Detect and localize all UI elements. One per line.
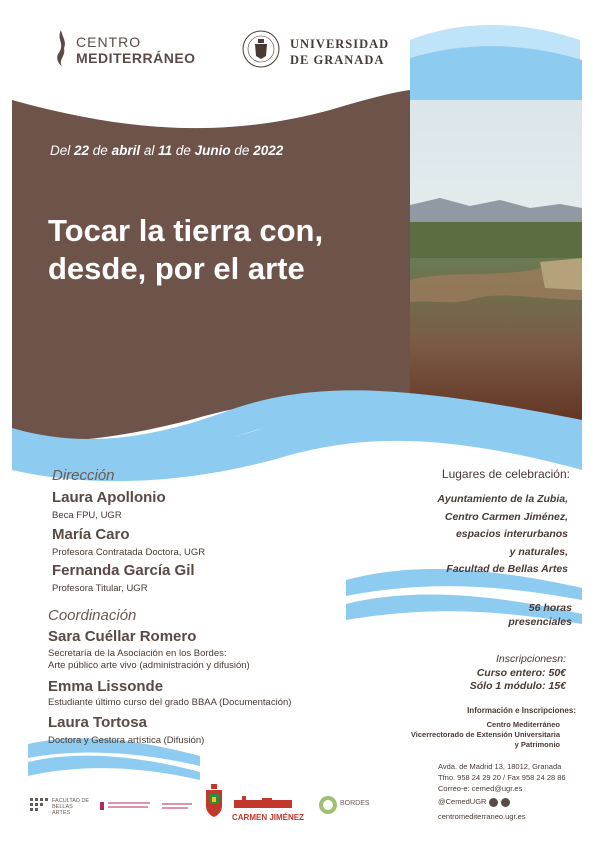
info-heading: Información e Inscripciones:: [467, 706, 576, 715]
zubia-coat-of-arms-icon: [205, 784, 223, 818]
coordinator-name: Laura Tortosa: [48, 714, 147, 731]
ugr-logo: [242, 30, 392, 70]
cm-line1: CENTRO: [76, 34, 142, 50]
bbaa-logo: FACULTAD DE BELLAS ARTES: [30, 798, 92, 816]
director-name: Fernanda García Gil: [52, 562, 195, 579]
ugr-seal-icon: [242, 30, 280, 68]
director-role: Beca FPU, UGR: [52, 510, 122, 521]
date-range: Del 22 de abril al 11 de Junio de 2022: [50, 143, 284, 158]
venue-item: y naturales,: [509, 545, 568, 558]
director-role: Profesora Contratada Doctora, UGR: [52, 547, 206, 558]
landscape-photo: [410, 100, 582, 433]
coordinator-name: Emma Lissonde: [48, 678, 164, 695]
cm-line2: MEDITERRÁNEO: [76, 50, 196, 66]
circle-icon: [318, 795, 338, 815]
venue-item: Centro Carmen Jiménez,: [444, 510, 568, 523]
director-name: Laura Apollonio: [52, 489, 166, 506]
partner-logos: [100, 798, 195, 814]
coordinator-role: Secretaría de la Asociación en los Bordes:: [48, 648, 227, 659]
venues-heading: Lugares de celebración:: [441, 467, 570, 481]
carmen-jimenez-logo: CARMEN JIMÉNEZ: [232, 795, 304, 819]
director-role: Profesora Titular, UGR: [52, 583, 148, 594]
coordinator-role: Estudiante último curso del grado BBAA (Documentación): [48, 697, 292, 708]
coordinator-role: Doctora y Gestora artística (Difusión): [48, 735, 205, 746]
direccion-heading: Dirección: [52, 467, 115, 484]
email-link[interactable]: Correo-e: cemed@ugr.es: [438, 784, 523, 793]
venue-item: Facultad de Bellas Artes: [446, 563, 568, 575]
contact-address: Avda. de Madrid 13, 18012, Granada Tfno. 958 24 29 20 / Fax 958 24 28 86 Correo-e: cemed@ugr.es: [438, 762, 566, 793]
venue-item: espacios interurbanos: [455, 528, 568, 540]
website-link[interactable]: centromediterraneo.ugr.es: [438, 812, 526, 821]
bordes-logo: BORDES: [318, 795, 374, 819]
course-hours: 56 horas presenciales: [508, 602, 572, 628]
registration-prices: Curso entero: 50€ Sólo 1 módulo: 15€: [469, 667, 566, 692]
centro-mediterraneo-logo: [52, 28, 202, 72]
director-name: María Caro: [52, 526, 130, 543]
venues-list: [437, 491, 568, 579]
social-handle[interactable]: @CemedUGR: [438, 797, 510, 807]
registration-heading: Inscripcionesn:: [495, 653, 566, 665]
ugr-line2: DE GRANADA: [290, 53, 385, 67]
facebook-icon[interactable]: [489, 798, 498, 807]
building-icon: [232, 796, 304, 808]
ugr-line1: UNIVERSIDAD: [290, 37, 390, 51]
coordinacion-heading: Coordinación: [48, 607, 137, 624]
flame-icon: [52, 28, 70, 68]
twitter-icon[interactable]: [501, 798, 510, 807]
grid-icon: [30, 798, 50, 812]
poster-title: Tocar la tierra con, desde, por el arte: [48, 213, 324, 286]
venue-item: Ayuntamiento de la Zubia,: [437, 493, 568, 505]
info-organisation: Centro Mediterráneo Vicerrectorado de Extensión Universitaria y Patrimonio: [410, 720, 560, 749]
coordinator-name: Sara Cuéllar Romero: [48, 628, 197, 645]
coordinator-role: Arte público arte vivo (administración y difusión): [48, 660, 250, 671]
